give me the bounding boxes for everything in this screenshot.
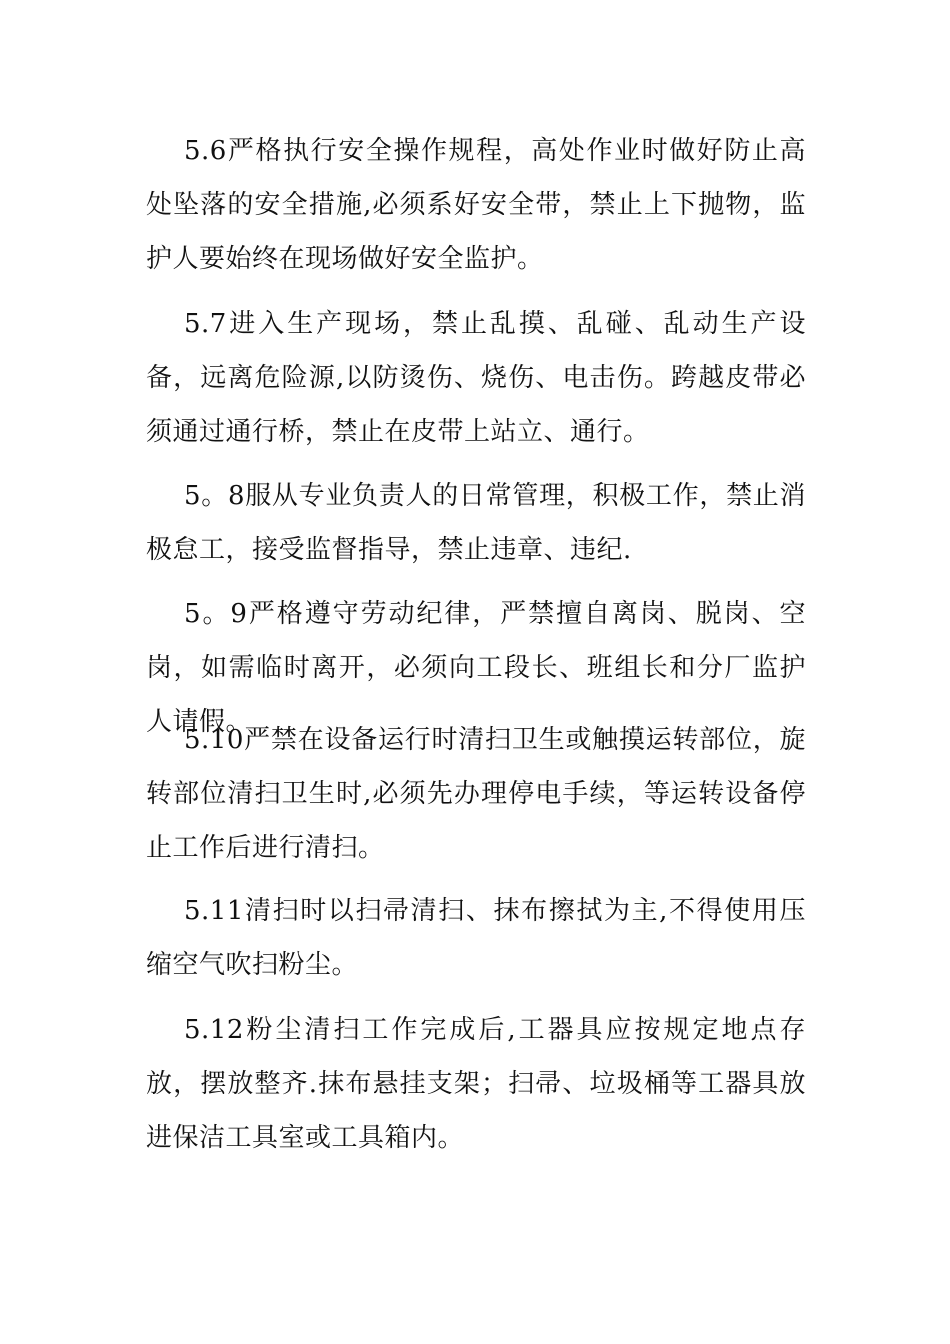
paragraph-5-7: 5.7进入生产现场，禁止乱摸、乱碰、乱动生产设备，远离危险源,以防烫伤、烧伤、电击伤。跨越皮带必须通过通行桥，禁止在皮带上站立、通行。 (146, 309, 806, 447)
paragraph-5-12: 5.12粉尘清扫工作完成后,工器具应按规定地点存放，摆放整齐.抹布悬挂支架；扫帚、垃圾桶等工器具放进保洁工具室或工具箱内。 (146, 1015, 806, 1153)
paragraph-5-9: 5。9严格遵守劳动纪律，严禁擅自离岗、脱岗、空岗，如需临时离开，必须向工段长、班组长和分厂监护人请假。 (146, 599, 806, 737)
paragraph-5-8: 5。8服从专业负责人的日常管理，积极工作，禁止消极怠工，接受监督指导，禁止违章、违纪. (146, 481, 806, 565)
paragraph-5-11: 5.11清扫时以扫帚清扫、抹布擦拭为主,不得使用压缩空气吹扫粉尘。 (146, 896, 806, 980)
paragraph-5-6: 5.6严格执行安全操作规程，高处作业时做好防止高处坠落的安全措施,必须系好安全带，禁止上下抛物，监护人要始终在现场做好安全监护。 (146, 136, 806, 274)
paragraph-5-10: 5.10严禁在设备运行时清扫卫生或触摸运转部位，旋转部位清扫卫生时,必须先办理停电手续，等运转设备停止工作后进行清扫。 (146, 725, 806, 863)
